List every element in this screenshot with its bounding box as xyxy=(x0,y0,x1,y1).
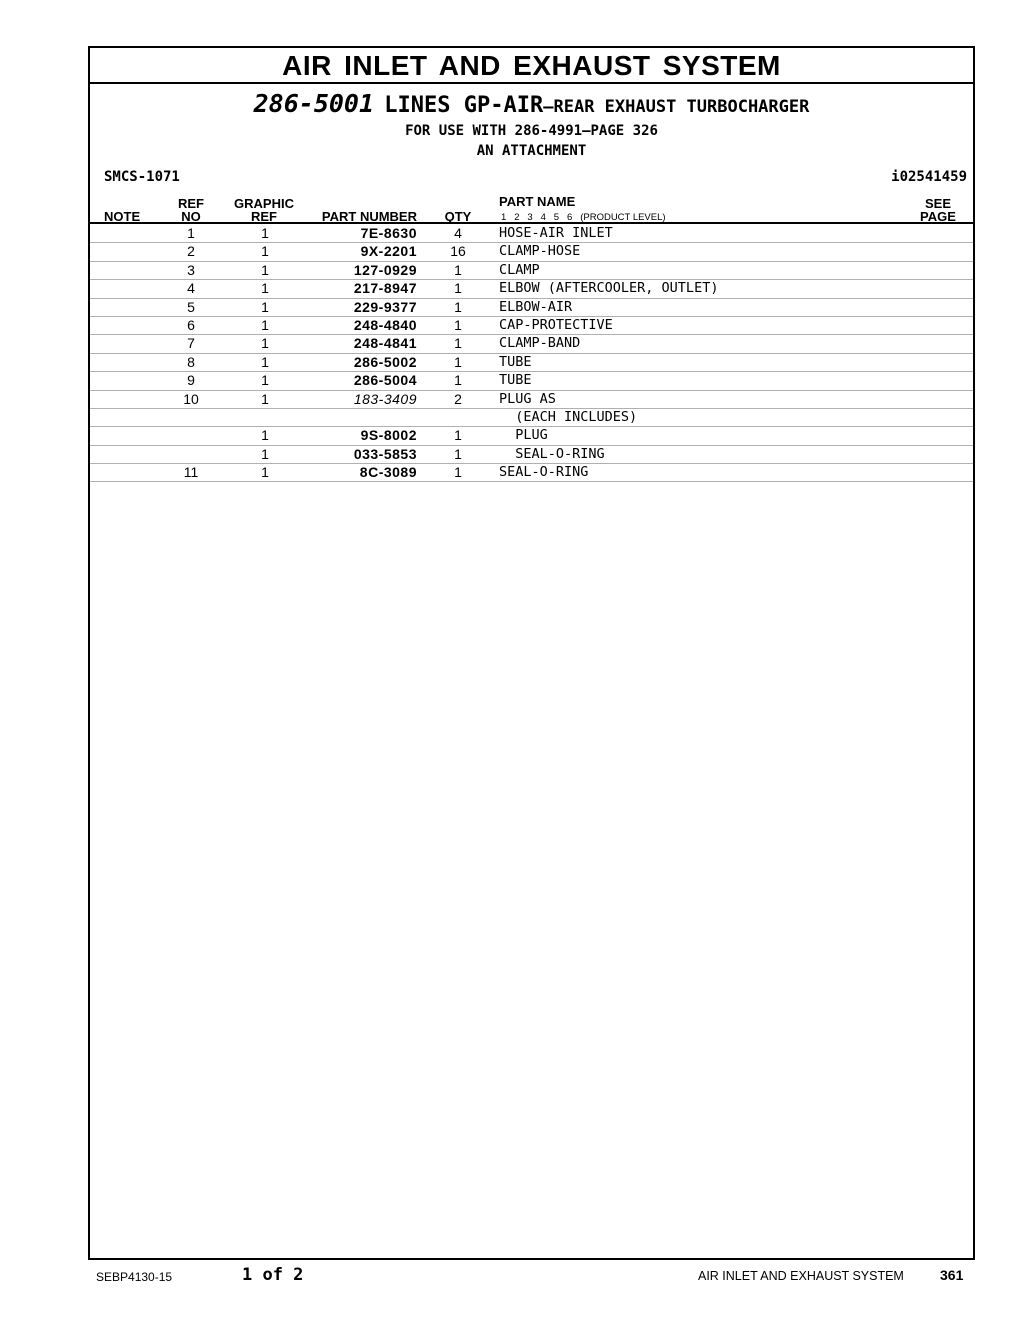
ref-no: 10 xyxy=(183,390,199,407)
graphic-ref: 1 xyxy=(261,335,269,352)
header-ref-1: REF xyxy=(178,196,204,211)
part-name: SEAL-O-RING xyxy=(499,445,605,462)
part-number: 033-5853 xyxy=(353,445,417,462)
header-note: NOTE xyxy=(104,209,141,224)
quantity: 1 xyxy=(454,335,462,352)
graphic-ref: 1 xyxy=(261,243,269,260)
use-with-line: FOR USE WITH 286-4991—PAGE 326 xyxy=(405,123,658,139)
quantity: 1 xyxy=(454,261,462,278)
part-number: 183-3409 xyxy=(353,390,417,407)
graphic-ref: 1 xyxy=(261,427,269,444)
quantity: 2 xyxy=(454,390,462,407)
ref-no: 6 xyxy=(187,316,195,333)
graphic-ref: 1 xyxy=(261,390,269,407)
table-row xyxy=(90,262,973,280)
ref-no: 8 xyxy=(187,353,195,370)
part-number: 7E-8630 xyxy=(360,225,417,241)
part-number: 248-4840 xyxy=(353,316,417,333)
quantity: 16 xyxy=(450,243,466,260)
ref-no: 3 xyxy=(187,261,195,278)
part-name: HOSE-AIR INLET xyxy=(499,225,613,241)
graphic-ref: 1 xyxy=(261,225,269,241)
part-name: PLUG xyxy=(499,427,548,444)
part-name: TUBE xyxy=(499,353,532,370)
part-name: ELBOW-AIR xyxy=(499,298,573,315)
ref-no: 2 xyxy=(187,243,195,260)
footer-page-of: 1 of 2 xyxy=(242,1265,304,1285)
header-see-1: SEE xyxy=(924,196,951,211)
group-number: 286-5001 xyxy=(253,89,375,118)
table-row xyxy=(90,225,973,243)
part-name: TUBE xyxy=(499,372,532,389)
part-number: 8C-3089 xyxy=(359,464,417,481)
ref-no: 9 xyxy=(187,372,195,389)
part-name: CAP-PROTECTIVE xyxy=(499,316,613,333)
header-graphic-2: REF xyxy=(251,209,277,224)
quantity: 1 xyxy=(454,298,462,315)
table-row xyxy=(90,354,973,372)
smcs-code: SMCS-1071 xyxy=(104,169,180,185)
group-name: LINES GP-AIR xyxy=(384,93,544,118)
part-number: 9S-8002 xyxy=(360,427,417,444)
table-row xyxy=(90,391,973,409)
graphic-ref: 1 xyxy=(261,280,269,297)
part-name: (EACH INCLUDES) xyxy=(499,408,638,425)
quantity: 1 xyxy=(454,427,462,444)
quantity: 1 xyxy=(454,445,462,462)
graphic-ref: 1 xyxy=(261,298,269,315)
header-graphic-1: GRAPHIC xyxy=(234,196,294,211)
part-name: ELBOW (AFTERCOOLER, OUTLET) xyxy=(499,280,719,297)
page-frame xyxy=(88,46,975,1260)
attachment-line: AN ATTACHMENT xyxy=(476,143,587,159)
table-row xyxy=(90,446,973,464)
illustration-id: i02541459 xyxy=(891,169,967,185)
group-suffix: —REAR EXHAUST TURBOCHARGER xyxy=(543,97,810,117)
section-title: AIR INLET AND EXHAUST SYSTEM xyxy=(90,48,973,84)
graphic-ref: 1 xyxy=(261,464,269,481)
header-see-2: PAGE xyxy=(920,209,956,224)
part-number: 286-5004 xyxy=(353,372,417,389)
graphic-ref: 1 xyxy=(261,316,269,333)
header-part-name: PART NAME xyxy=(499,194,576,209)
table-row xyxy=(90,299,973,317)
graphic-ref: 1 xyxy=(261,445,269,462)
quantity: 1 xyxy=(454,316,462,333)
header-part-number: PART NUMBER xyxy=(321,209,417,224)
ref-no: 11 xyxy=(183,464,199,481)
header-ref-2: NO xyxy=(181,209,201,224)
header-qty: QTY xyxy=(444,209,472,224)
footer-page-number: 361 xyxy=(940,1267,964,1283)
ref-no: 4 xyxy=(187,280,195,297)
part-name: CLAMP xyxy=(499,261,540,278)
footer-section: AIR INLET AND EXHAUST SYSTEM xyxy=(698,1269,904,1283)
part-number: 217-8947 xyxy=(353,280,417,297)
part-number: 9X-2201 xyxy=(360,243,417,260)
graphic-ref: 1 xyxy=(261,372,269,389)
ref-no: 5 xyxy=(187,298,195,315)
quantity: 1 xyxy=(454,280,462,297)
table-row xyxy=(90,335,973,353)
graphic-ref: 1 xyxy=(261,353,269,370)
part-number: 229-9377 xyxy=(353,298,417,315)
header-product-level: 1 2 3 4 5 6 (PRODUCT LEVEL) xyxy=(501,212,666,223)
footer-doc-id: SEBP4130-15 xyxy=(96,1270,173,1284)
table-row xyxy=(90,409,973,427)
quantity: 4 xyxy=(454,225,462,241)
part-name: SEAL-O-RING xyxy=(499,464,589,481)
part-name: PLUG AS xyxy=(499,390,556,407)
part-name: CLAMP-BAND xyxy=(499,335,581,352)
table-row xyxy=(90,280,973,298)
part-number: 286-5002 xyxy=(353,353,417,370)
table-row xyxy=(90,317,973,335)
header-divider xyxy=(90,222,973,224)
quantity: 1 xyxy=(454,372,462,389)
table-row xyxy=(90,427,973,445)
graphic-ref: 1 xyxy=(261,261,269,278)
part-number: 248-4841 xyxy=(353,335,417,352)
quantity: 1 xyxy=(454,353,462,370)
group-title xyxy=(90,89,973,119)
ref-no: 7 xyxy=(187,335,195,352)
quantity: 1 xyxy=(454,464,462,481)
ref-no: 1 xyxy=(187,225,195,241)
table-row xyxy=(90,464,973,482)
part-name: CLAMP-HOSE xyxy=(499,243,581,260)
table-row xyxy=(90,372,973,390)
part-number: 127-0929 xyxy=(353,261,417,278)
table-row xyxy=(90,243,973,261)
parts-table xyxy=(90,225,973,482)
